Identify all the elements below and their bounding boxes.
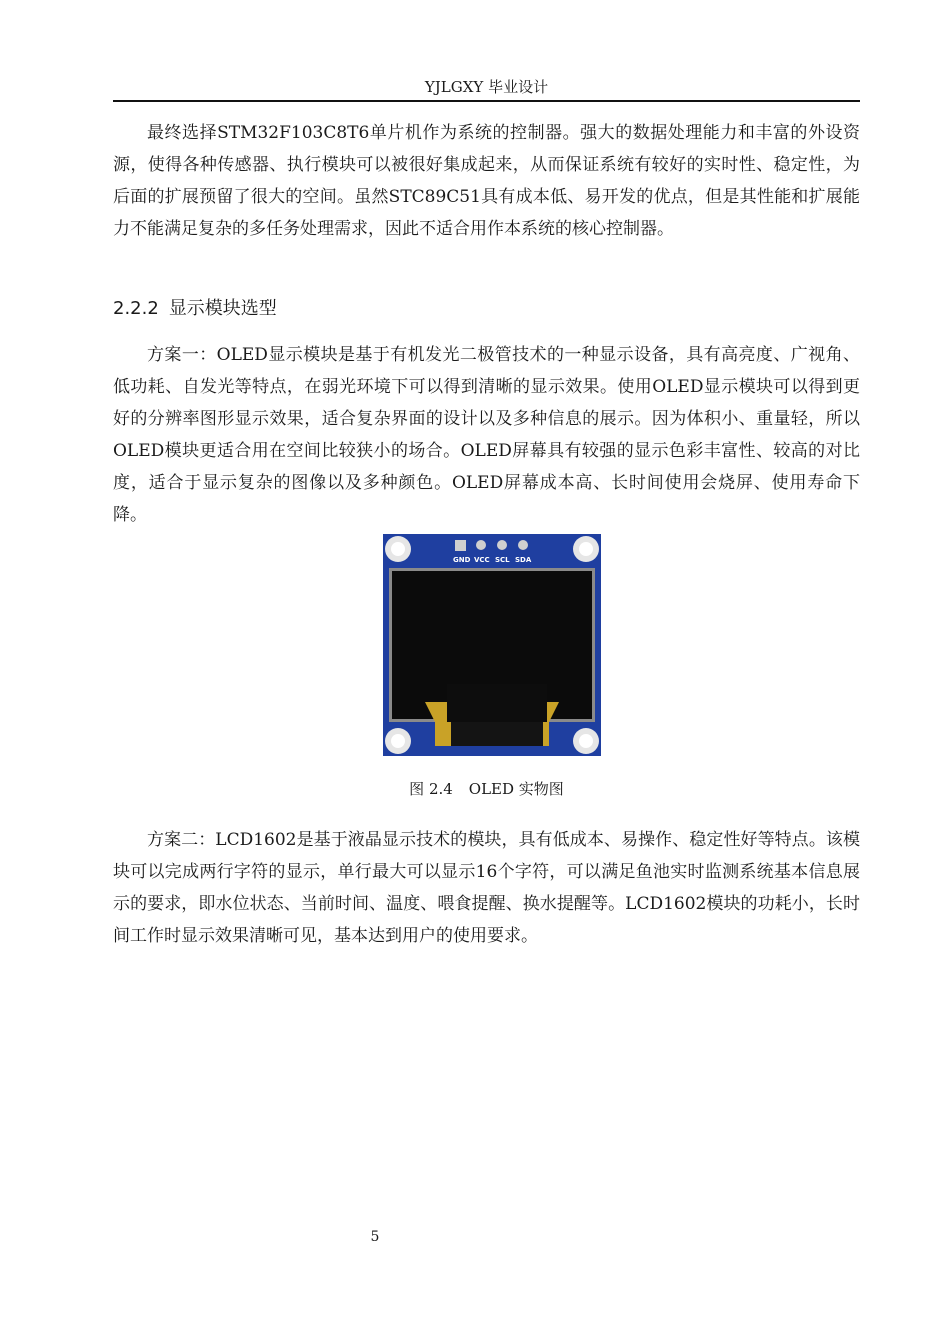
- paragraph-controller-choice: 最终选择STM32F103C8T6单片机作为系统的控制器。强大的数据处理能力和丰富的外设资源，使得各种传感器、执行模块可以被很好集成起来，从而保证系统有较好的实时性、稳定性，为后面的扩展预留了很大的空间。虽然STC89C51具有成本低、易开发的优点，但是其性能和扩展能力不能满足复杂的多任务处理需求，因此不适合用作本系统的核心控制器。: [113, 123, 860, 239]
- section-title: 显示模块选型: [168, 298, 277, 319]
- mounting-hole-top-left: [385, 536, 411, 562]
- mounting-hole-bottom-left: [385, 728, 411, 754]
- pin-label-gnd: GND: [453, 556, 471, 564]
- paragraph-oled-option: 方案一：OLED显示模块是基于有机发光二极管技术的一种显示设备，具有高亮度、广视角、低功耗、自发光等特点，在弱光环境下可以得到清晰的显示效果。使用OLED显示模块可以得到更好的分辨率图形显示效果，适合复杂界面的设计以及多种信息的展示。因为体积小、重量轻，所以OLED模块更适合用在空间比较狭小的场合。OLED屏幕具有较强的显示色彩丰富性、较高的对比度，适合于显示复杂的图像以及多种颜色。OLED屏幕成本高、长时间使用会烧屏、使用寿命下降。: [113, 345, 860, 525]
- page-number: 5: [370, 1229, 380, 1245]
- figure-caption: [113, 777, 860, 801]
- figure-caption-text: OLED 实物图: [468, 780, 564, 798]
- page-header: YJLGXY 毕业设计: [424, 78, 549, 96]
- paragraph-lcd-option: 方案二：LCD1602是基于液晶显示技术的模块，具有低成本、易操作、稳定性好等特点。该模块可以完成两行字符的显示，单行最大可以显示16个字符，可以满足鱼池实时监测系统基本信息展示的要求，即水位状态、当前时间、温度、喂食提醒、换水提醒等。LCD1602模块的功耗小，长时间工作时显示效果清晰可见，基本达到用户的使用要求。: [113, 830, 860, 946]
- driver-ic-strip: [451, 722, 543, 746]
- pin-label-sda: SDA: [515, 556, 532, 564]
- pin-label-vcc: VCC: [474, 556, 490, 564]
- figure-number: 图 2.4: [409, 780, 453, 798]
- mounting-hole-bottom-right: [573, 728, 599, 754]
- mounting-hole-top-right: [573, 536, 599, 562]
- pin-label-scl: SCL: [495, 556, 510, 564]
- oled-module-image: [383, 534, 601, 756]
- section-number: 2.2.2: [113, 298, 159, 319]
- header-rule: [113, 100, 860, 102]
- screen-bottom-edge: [447, 684, 547, 722]
- oled-module-figure: [383, 534, 601, 756]
- section-heading: [113, 294, 277, 324]
